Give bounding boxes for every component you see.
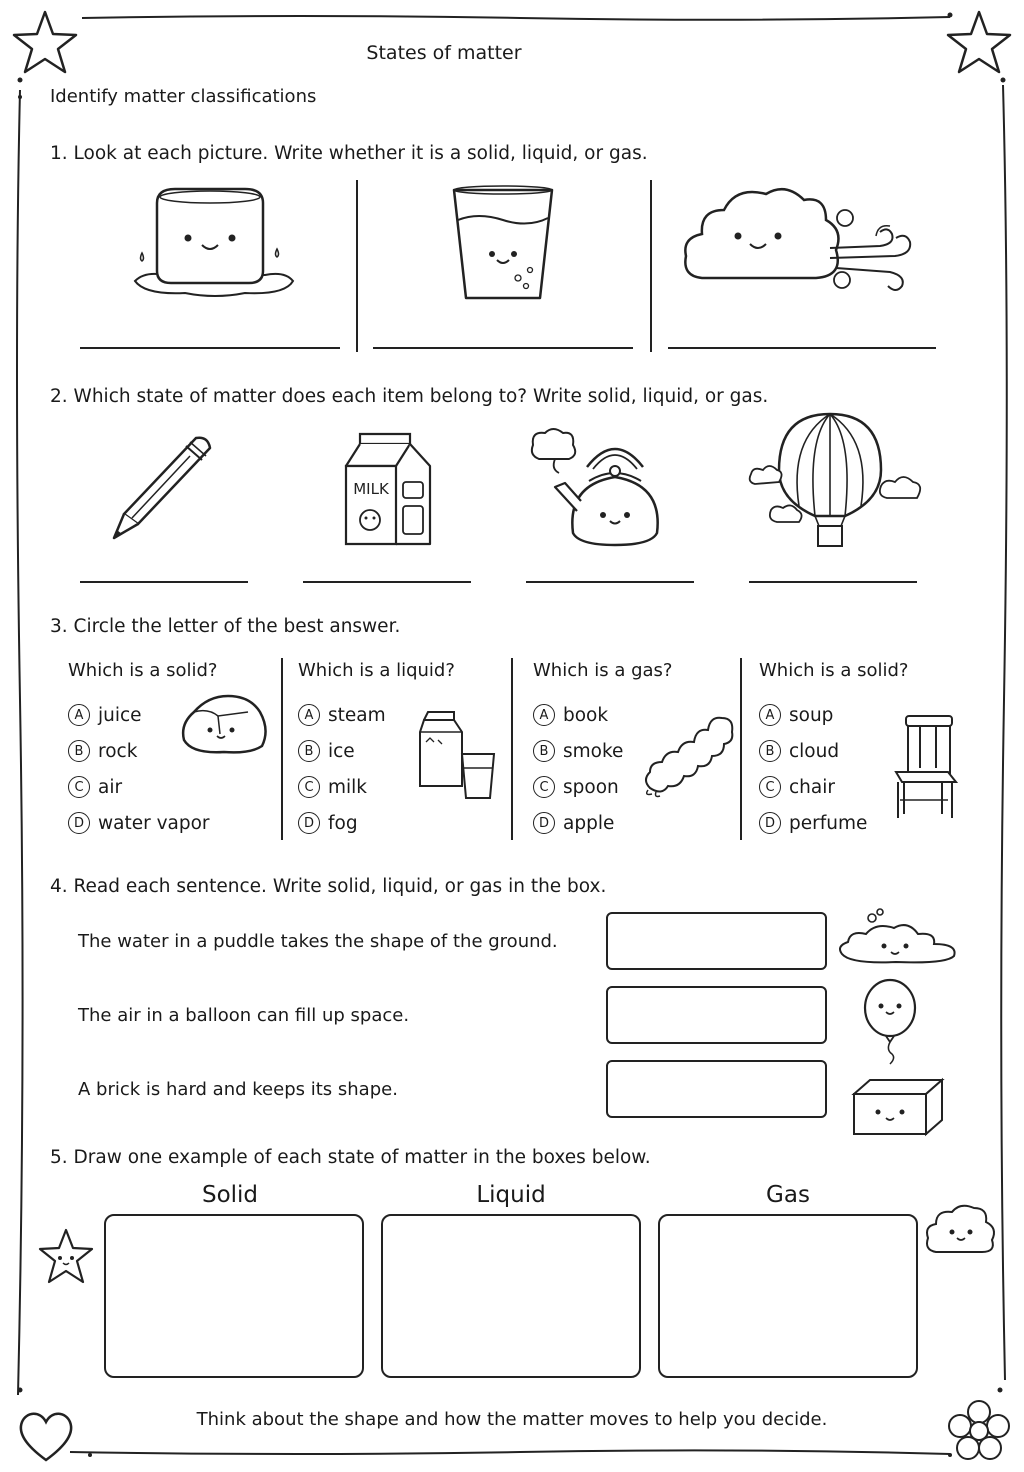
option-letter[interactable]: D	[533, 812, 555, 834]
mc-option[interactable]	[533, 704, 608, 726]
column-divider	[650, 180, 652, 352]
mc-option[interactable]	[759, 776, 835, 798]
chair-icon	[890, 710, 960, 820]
option-text: water vapor	[98, 812, 210, 834]
sentence: A brick is hard and keeps its shape.	[78, 1079, 398, 1100]
mc-option[interactable]	[759, 812, 867, 834]
option-letter[interactable]: B	[759, 740, 781, 762]
option-text: perfume	[789, 812, 868, 834]
mc-option[interactable]	[759, 704, 833, 726]
smiling-star-icon	[34, 1226, 98, 1290]
option-letter[interactable]: A	[759, 704, 781, 726]
mc-option[interactable]	[298, 776, 367, 798]
column-divider	[740, 658, 742, 840]
mc-option[interactable]	[68, 704, 142, 726]
footer-hint: Think about the shape and how the matter moves to help you decide.	[196, 1409, 828, 1430]
drawing-label-gas: Gas	[766, 1182, 810, 1208]
mc-question: Which is a solid?	[759, 660, 909, 681]
option-text: milk	[328, 776, 368, 798]
drawing-box-gas[interactable]	[658, 1214, 918, 1378]
option-text: chair	[789, 776, 835, 798]
sentence: The air in a balloon can fill up space.	[78, 1005, 410, 1026]
option-letter[interactable]: A	[68, 704, 90, 726]
kettle-icon	[525, 425, 665, 550]
option-text: spoon	[563, 776, 619, 798]
brick-icon	[850, 1074, 946, 1138]
mc-option[interactable]	[533, 740, 623, 762]
glass-of-water-icon	[448, 182, 558, 307]
option-text: apple	[563, 812, 615, 834]
question-5-prompt: 5. Draw one example of each state of matter in the boxes below.	[50, 1147, 651, 1168]
sentence: The water in a puddle takes the shape of the ground.	[78, 931, 558, 952]
question-4-prompt: 4. Read each sentence. Write solid, liquid, or gas in the box.	[50, 876, 607, 897]
page-title: States of matter	[366, 42, 522, 64]
worksheet-subtitle: Identify matter classifications	[50, 86, 317, 107]
hot-air-balloon-icon	[745, 410, 935, 550]
question-2-prompt: 2. Which state of matter does each item belong to? Write solid, liquid, or gas.	[50, 386, 769, 407]
option-letter[interactable]: C	[759, 776, 781, 798]
answer-box[interactable]	[606, 986, 827, 1044]
option-text: air	[98, 776, 123, 798]
answer-line[interactable]	[303, 581, 471, 583]
option-letter[interactable]: D	[68, 812, 90, 834]
answer-line[interactable]	[668, 347, 936, 349]
option-letter[interactable]: D	[298, 812, 320, 834]
rock-icon	[178, 690, 270, 756]
mc-question: Which is a gas?	[533, 660, 673, 681]
mc-option[interactable]	[533, 812, 614, 834]
balloon-icon	[860, 978, 920, 1064]
mc-question: Which is a solid?	[68, 660, 218, 681]
mc-option[interactable]	[68, 740, 137, 762]
answer-line[interactable]	[80, 347, 340, 349]
option-letter[interactable]: B	[533, 740, 555, 762]
option-text: ice	[328, 740, 355, 762]
question-1-prompt: 1. Look at each picture. Write whether it is a solid, liquid, or gas.	[50, 143, 648, 164]
option-text: juice	[98, 704, 142, 726]
option-letter[interactable]: C	[68, 776, 90, 798]
option-letter[interactable]: B	[298, 740, 320, 762]
answer-line[interactable]	[749, 581, 917, 583]
drawing-label-liquid: Liquid	[476, 1182, 546, 1208]
column-divider	[356, 180, 358, 352]
mc-question: Which is a liquid?	[298, 660, 455, 681]
column-divider	[281, 658, 283, 840]
option-text: cloud	[789, 740, 840, 762]
option-text: steam	[328, 704, 386, 726]
flower-icon	[944, 1396, 1014, 1466]
option-text: rock	[98, 740, 138, 762]
answer-line[interactable]	[526, 581, 694, 583]
ice-cube-icon	[125, 183, 305, 303]
answer-box[interactable]	[606, 1060, 827, 1118]
mc-option[interactable]	[533, 776, 619, 798]
option-letter[interactable]: C	[533, 776, 555, 798]
mc-option[interactable]	[298, 704, 386, 726]
milk-carton-icon	[340, 430, 440, 550]
option-letter[interactable]: A	[533, 704, 555, 726]
mc-option[interactable]	[68, 812, 210, 834]
option-text: smoke	[563, 740, 624, 762]
answer-box[interactable]	[606, 912, 827, 970]
option-letter[interactable]: D	[759, 812, 781, 834]
option-letter[interactable]: C	[298, 776, 320, 798]
option-letter[interactable]: A	[298, 704, 320, 726]
drawing-box-liquid[interactable]	[381, 1214, 641, 1378]
smoke-icon	[640, 700, 736, 800]
option-letter[interactable]: B	[68, 740, 90, 762]
drawing-label-solid: Solid	[201, 1182, 259, 1208]
star-icon	[944, 8, 1014, 78]
milk-carton-and-glass-icon	[416, 710, 496, 802]
option-text: fog	[328, 812, 358, 834]
option-text: soup	[789, 704, 834, 726]
mc-option[interactable]	[759, 740, 839, 762]
mc-option[interactable]	[68, 776, 122, 798]
milk-carton-label: MILK	[353, 480, 389, 498]
question-3-prompt: 3. Circle the letter of the best answer.	[50, 616, 401, 637]
option-text: book	[563, 704, 609, 726]
puddle-cloud-icon	[836, 906, 960, 970]
pencil-icon	[110, 432, 220, 547]
mc-option[interactable]	[298, 812, 358, 834]
answer-line[interactable]	[80, 581, 248, 583]
smiling-cloud-icon	[922, 1200, 998, 1260]
drawing-box-solid[interactable]	[104, 1214, 364, 1378]
cloud-wind-icon	[680, 180, 940, 300]
mc-option[interactable]	[298, 740, 355, 762]
column-divider	[511, 658, 513, 840]
answer-line[interactable]	[373, 347, 633, 349]
